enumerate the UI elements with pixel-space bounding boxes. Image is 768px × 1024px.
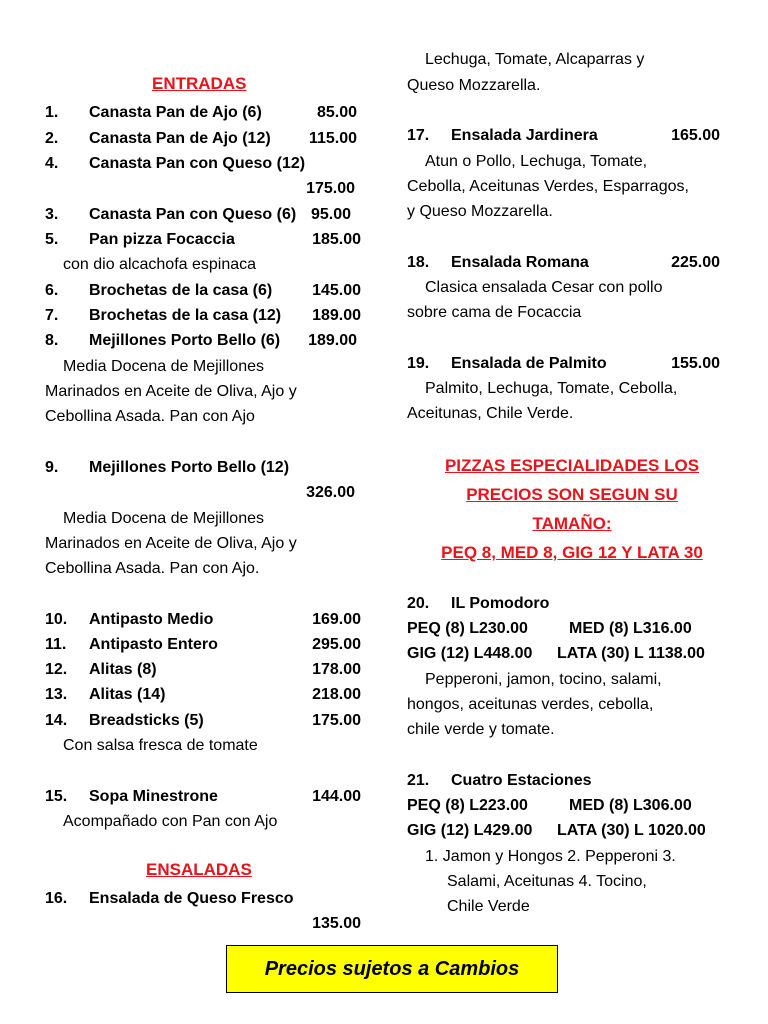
pizza-heading-line-4: PEQ 8, MED 8, GIG 12 Y LATA 30 xyxy=(441,543,703,562)
menu-item-8: 8. Mejillones Porto Bello (6) 189.00 xyxy=(45,332,357,349)
menu-item-16-desc-2: Queso Mozzarella. xyxy=(407,77,541,94)
menu-item-17-desc-3: y Queso Mozzarella. xyxy=(407,203,553,220)
pizza-heading-line-3: TAMAÑO: xyxy=(532,514,612,533)
right-column xyxy=(407,0,737,1024)
pizza-21-sizes-2: GIG (12) L429.00 LATA (30) L 1020.00 xyxy=(407,822,706,839)
menu-item-2: 2. Canasta Pan de Ajo (12) 115.00 xyxy=(45,130,357,147)
menu-item-16-price: 135.00 xyxy=(312,915,361,932)
menu-item-12: 12. Alitas (8) 178.00 xyxy=(45,661,361,678)
menu-item-9-desc-1: Media Docena de Mejillones xyxy=(63,510,264,527)
menu-item-17-desc-1: Atun o Pollo, Lechuga, Tomate, xyxy=(425,153,648,170)
pizza-21-sizes-1: PEQ (8) L223.00 MED (8) L306.00 xyxy=(407,797,692,814)
menu-item-5-desc: con dio alcachofa espinaca xyxy=(63,256,257,273)
pizza-20-sizes-2: GIG (12) L448.00 LATA (30) L 1138.00 xyxy=(407,645,705,662)
menu-item-18: 18. Ensalada Romana 225.00 xyxy=(407,254,720,271)
pizza-20-desc-3: chile verde y tomate. xyxy=(407,721,555,738)
pizza-item-21: 21. Cuatro Estaciones xyxy=(407,772,592,789)
pizza-20-desc-1: Pepperoni, jamon, tocino, salami, xyxy=(425,671,662,688)
menu-item-9: 9. Mejillones Porto Bello (12) xyxy=(45,459,290,476)
menu-item-14-desc: Con salsa fresca de tomate xyxy=(63,737,258,754)
menu-item-1: 1. Canasta Pan de Ajo (6) 85.00 xyxy=(45,104,357,121)
pizza-21-desc-1: 1. Jamon y Hongos 2. Pepperoni 3. xyxy=(425,848,676,865)
menu-item-8-desc-3: Cebollina Asada. Pan con Ajo xyxy=(45,408,255,425)
menu-item-9-price: 326.00 xyxy=(306,484,355,501)
ensaladas-heading: ENSALADAS xyxy=(146,860,252,879)
menu-item-7: 7. Brochetas de la casa (12) 189.00 xyxy=(45,307,361,324)
menu-item-19-desc-1: Palmito, Lechuga, Tomate, Cebolla, xyxy=(425,380,678,397)
menu-item-14: 14. Breadsticks (5) 175.00 xyxy=(45,712,361,729)
menu-item-9-desc-2: Marinados en Aceite de Oliva, Ajo y xyxy=(45,535,297,552)
menu-item-4-price: 175.00 xyxy=(306,180,355,197)
menu-item-18-desc-1: Clasica ensalada Cesar con pollo xyxy=(425,279,663,296)
menu-item-8-desc-1: Media Docena de Mejillones xyxy=(63,358,264,375)
menu-item-4: 4. Canasta Pan con Queso (12) xyxy=(45,155,306,172)
pizza-20-desc-2: hongos, aceitunas verdes, cebolla, xyxy=(407,696,654,713)
entradas-heading: ENTRADAS xyxy=(152,74,247,93)
menu-item-10: 10. Antipasto Medio 169.00 xyxy=(45,611,361,628)
menu-item-16: 16. Ensalada de Queso Fresco xyxy=(45,890,294,907)
menu-item-5: 5. Pan pizza Focaccia 185.00 xyxy=(45,231,361,248)
menu-item-13: 13. Alitas (14) 218.00 xyxy=(45,686,361,703)
pizza-21-desc-2: Salami, Aceitunas 4. Tocino, xyxy=(447,873,647,890)
menu-item-6: 6. Brochetas de la casa (6) 145.00 xyxy=(45,282,361,299)
menu-item-11: 11. Antipasto Entero 295.00 xyxy=(45,636,361,653)
menu-item-15-desc: Acompañado con Pan con Ajo xyxy=(63,813,278,830)
menu-item-17: 17. Ensalada Jardinera 165.00 xyxy=(407,127,720,144)
pizza-heading xyxy=(407,451,737,567)
pizza-heading-line-2: PRECIOS SON SEGUN SU xyxy=(466,485,678,504)
prices-notice: Precios sujetos a Cambios xyxy=(226,945,558,993)
menu-item-19-desc-2: Aceitunas, Chile Verde. xyxy=(407,405,574,422)
menu-item-18-desc-2: sobre cama de Focaccia xyxy=(407,304,582,321)
pizza-heading-line-1: PIZZAS ESPECIALIDADES LOS xyxy=(444,456,700,475)
left-column xyxy=(45,0,365,1024)
menu-item-15: 15. Sopa Minestrone 144.00 xyxy=(45,788,361,805)
menu-item-19: 19. Ensalada de Palmito 155.00 xyxy=(407,355,720,372)
menu-item-9-desc-3: Cebollina Asada. Pan con Ajo. xyxy=(45,560,260,577)
menu-item-17-desc-2: Cebolla, Aceitunas Verdes, Esparragos, xyxy=(407,178,689,195)
menu-item-8-desc-2: Marinados en Aceite de Oliva, Ajo y xyxy=(45,383,297,400)
menu-item-3: 3. Canasta Pan con Queso (6) 95.00 xyxy=(45,206,351,223)
pizza-20-sizes-1: PEQ (8) L230.00 MED (8) L316.00 xyxy=(407,620,692,637)
pizza-item-20: 20. IL Pomodoro xyxy=(407,595,550,612)
pizza-21-desc-3: Chile Verde xyxy=(447,898,530,915)
menu-item-16-desc-1: Lechuga, Tomate, Alcaparras y xyxy=(425,51,645,68)
